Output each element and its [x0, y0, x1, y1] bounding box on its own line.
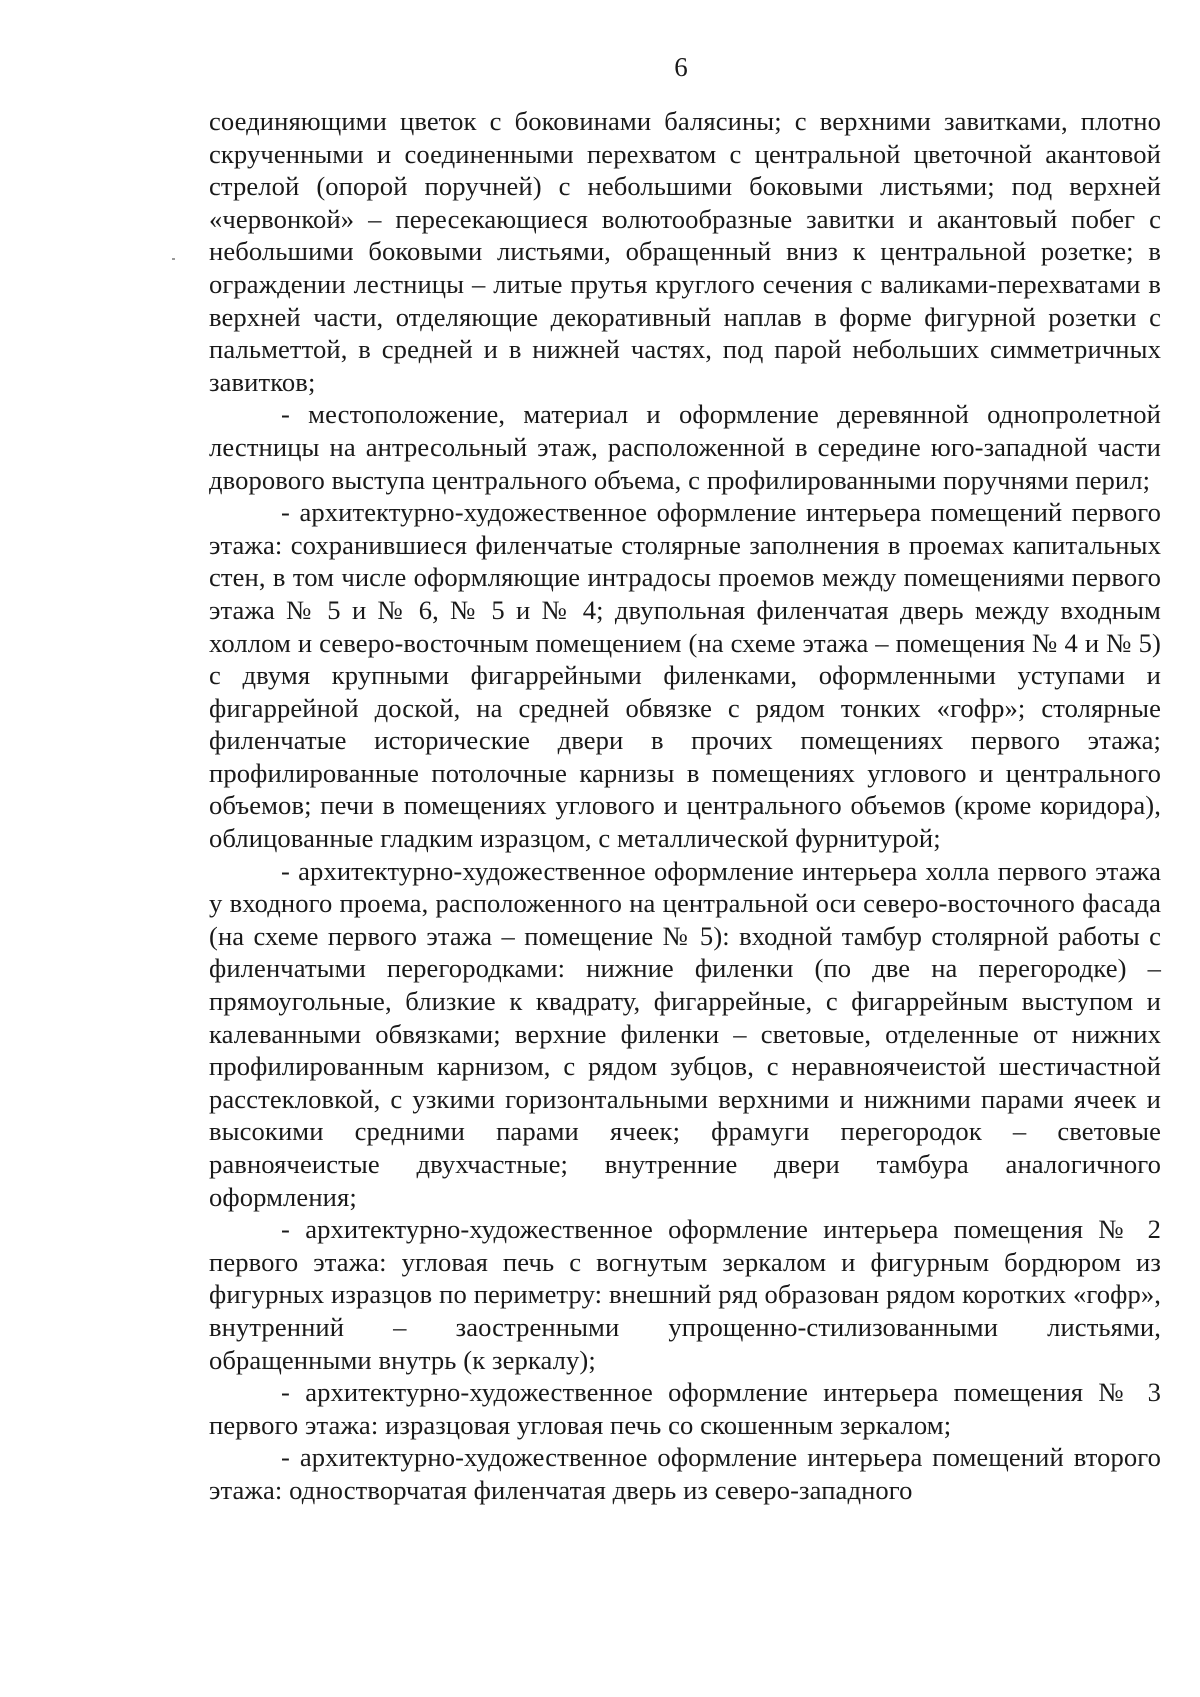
- paragraph-room-2: - архитектурно-художественное оформление интерьера помещения № 2 первого этажа: угловая печь с вогнутым зеркалом и фигурным бордюром из фигурных изразцов по периметру: внешний ряд образован рядом коротких «гофр», внутренний – заостренными упрощенно-стилизованными листьями, обращенными внутрь (к зеркалу);: [209, 1214, 1161, 1375]
- paragraph-room-3: - архитектурно-художественное оформление интерьера помещения № 3 первого этажа: изразцовая угловая печь со скошенным зеркалом;: [209, 1377, 1161, 1440]
- paragraph-first-floor-interiors: - архитектурно-художественное оформление интерьера помещений первого этажа: сохранившиеся филенчатые столярные заполнения в проемах капитальных стен, в том числе оформляющие интрадосы проемов между помещениями первого этажа № 5 и № 6, № 5 и № 4; двупольная филенчатая дверь между входным холлом и северо-восточным помещением (на схеме этажа – помещения № 4 и № 5) с двумя крупными фигаррейными филенками, оформленными уступами и фигаррейной доской, на средней обвязке с рядом тонких «гофр»; столярные филенчатые исторические двери в прочих помещениях первого этажа; профилированные потолочные карнизы в помещениях углового и центрального объемов; печи в помещениях углового и центрального объемов (кроме коридора), облицованные гладким изразцом, с металлической фурнитурой;: [209, 497, 1161, 854]
- paragraph-continuation: соединяющими цветок с боковинами балясины; с верхними завитками, плотно скрученными и соединенными перехватом с центральной цветочной акантовой стрелой (опорой поручней) с небольшими боковыми листьями; под верхней «червонкой» – пересекающиеся волютообразные завитки и акантовый побег с небольшими боковыми листьями, обращенный вниз к центральной розетке; в ограждении лестницы – литые прутья круглого сечения с валиками-перехватами в верхней части, отделяющие декоративный наплав в форме фигурной розетки с пальметтой, в средней и в нижней частях, под парой небольших симметричных завитков;: [209, 106, 1161, 397]
- page-number: 6: [674, 52, 688, 82]
- margin-mark: [172, 258, 175, 260]
- document-body: [209, 105, 1161, 1507]
- paragraph-staircase: - местоположение, материал и оформление деревянной однопролетной лестницы на антресольный этаж, расположенной в середине юго-западной части дворового выступа центрального объема, с профилированными поручнями перил;: [209, 399, 1161, 495]
- paragraph-second-floor: - архитектурно-художественное оформление интерьера помещений второго этажа: одностворчатая филенчатая дверь из северо-западного: [209, 1442, 1161, 1505]
- paragraph-hall-interior: - архитектурно-художественное оформление интерьера холла первого этажа у входного проема, расположенного на центральной оси северо-восточного фасада (на схеме первого этажа – помещение № 5): входной тамбур столярной работы с филенчатыми перегородками: нижние филенки (по две на перегородке) – прямоугольные, близкие к квадрату, фигаррейные, с фигаррейным выступом и калеванными обвязками; верхние филенки – световые, отделенные от нижних профилированным карнизом, с рядом зубцов, с неравноячеистой шестичастной расстекловкой, с узкими горизонтальными верхними и нижними парами ячеек и высокими средними парами ячеек; фрамуги перегородок – световые равноячеистые двухчастные; внутренние двери тамбура аналогичного оформления;: [209, 855, 1161, 1212]
